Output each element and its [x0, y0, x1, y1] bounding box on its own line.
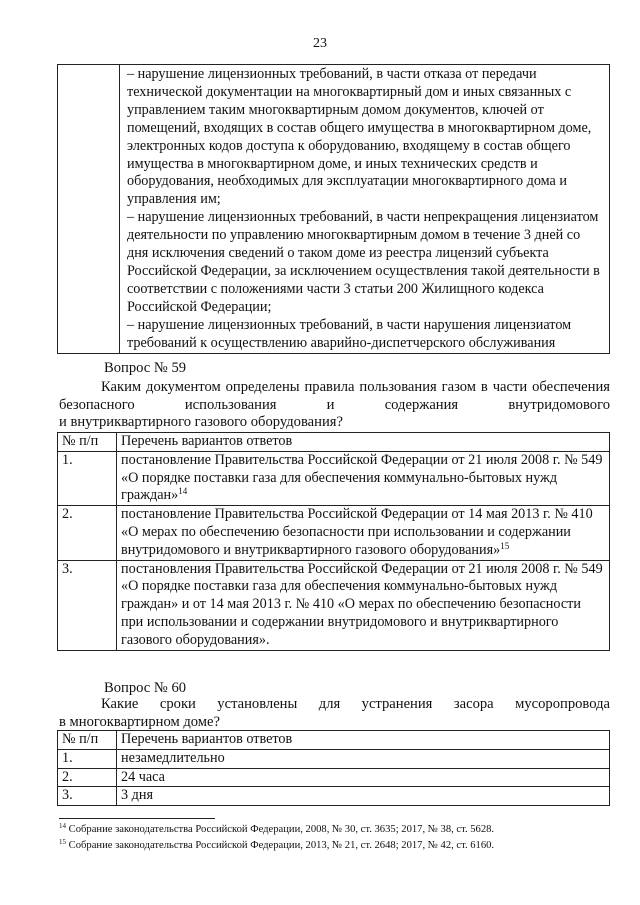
answer-text: незамедлительно — [117, 749, 610, 768]
table-header-row — [58, 433, 610, 452]
answer-text — [117, 451, 610, 505]
question-text-line: и внутриквартирного газового оборудования? — [59, 414, 343, 430]
answers-table-59 — [57, 432, 610, 651]
footnote-separator — [59, 818, 215, 819]
answer-text-body: постановления Правительства Российской Федерации от 21 июля 2008 г. № 549 «О порядке поставки газа для обеспечения коммунально-бытовых нужд граждан» и от 14 мая 2013 г. № 410 «О мерах по обеспечению безопасности при использовании и содержании внутридомового и внутриквартирного газового оборудования». — [121, 560, 603, 648]
answer-num: 1. — [58, 451, 117, 505]
column-header-num: № п/п — [58, 731, 117, 750]
footnote — [59, 822, 619, 838]
question-59-text — [59, 379, 610, 432]
footnote-text: Собрание законодательства Российской Федерации, 2013, № 21, ст. 2648; 2017, № 42, ст. 6160. — [68, 839, 495, 851]
table-cell-num — [58, 65, 120, 354]
list-item: – нарушение лицензионных требований, в части нарушения лицензиатом требований к осуществлению аварийно-диспетчерского обслуживания — [127, 316, 572, 351]
list-item: – нарушение лицензионных требований, в части отказа от передачи технической документации на многоквартирный дом и иных связанных с управлением таким многоквартирным домом документов, ключей от помещений, входящих в состав общего имущества в многоквартирном доме, электронных кодов доступа к оборудованию, входящему в состав общего имущества в многоквартирном доме, и иных технических средств и оборудования, необходимых для эксплуатации многоквартирного дома и управления им; — [127, 66, 592, 208]
table-header-row — [58, 731, 610, 750]
answer-num: 3. — [58, 560, 117, 650]
column-header-variants: Перечень вариантов ответов — [117, 731, 610, 750]
column-header-variants: Перечень вариантов ответов — [117, 433, 610, 452]
page-number: 23 — [313, 36, 327, 51]
answer-text-body: постановление Правительства Российской Федерации от 21 июля 2008 г. № 549 «О порядке поставки газа для обеспечения коммунально-бытовых нужд граждан» — [121, 451, 603, 504]
footnote-number: 15 — [59, 837, 66, 846]
answer-num: 3. — [58, 787, 117, 806]
question-text-line: Каким документом определены правила пользования газом в части обеспечения безопасного использования и содержания внутридомового — [59, 379, 610, 413]
footnote-ref: 15 — [500, 540, 510, 551]
answer-num: 2. — [58, 506, 117, 560]
footnote-ref: 14 — [178, 486, 188, 497]
table-row — [58, 65, 610, 354]
question-text-line: Какие сроки установлены для устранения засора мусоропровода — [101, 696, 610, 712]
question-text-line: в многоквартирном доме? — [59, 713, 221, 730]
answer-text-body: постановление Правительства Российской Федерации от 14 мая 2013 г. № 410 «О мерах по обеспечению безопасности при использовании и содержании внутридомового и внутриквартирного газового оборудования» — [121, 506, 593, 558]
table-row — [58, 451, 610, 505]
question-60-heading: Вопрос № 60 — [104, 680, 187, 696]
answer-text — [117, 506, 610, 560]
footnote — [59, 838, 619, 854]
footnote-text: Собрание законодательства Российской Федерации, 2008, № 30, ст. 3635; 2017, № 38, ст. 5628. — [68, 824, 495, 835]
table-row — [58, 787, 610, 806]
answers-table-60 — [57, 730, 610, 806]
answer-num: 1. — [58, 749, 117, 768]
table-row — [58, 506, 610, 560]
footnotes — [59, 822, 619, 853]
question-60-text — [59, 696, 610, 731]
list-item: – нарушение лицензионных требований, в части непрекращения лицензиатом деятельности по управлению многоквартирным домом в течение 3 дней со дня исключения сведений о таком доме из реестра лицензий субъекта Российской Федерации, за исключением осуществления такой деятельности в соответствии с положениями части 3 статьи 200 Жилищного кодекса Российской Федерации; — [127, 209, 600, 315]
table-row — [58, 768, 610, 787]
table-row — [58, 749, 610, 768]
answer-text: 24 часа — [117, 768, 610, 787]
column-header-num: № п/п — [58, 433, 117, 452]
footnote-number: 14 — [59, 822, 66, 830]
answer-num: 2. — [58, 768, 117, 787]
answer-text: 3 дня — [117, 787, 610, 806]
question-59-heading: Вопрос № 59 — [104, 360, 187, 376]
answer-text — [117, 560, 610, 650]
table-row — [58, 560, 610, 650]
continuation-table — [57, 64, 610, 354]
table-cell-text — [120, 65, 610, 354]
